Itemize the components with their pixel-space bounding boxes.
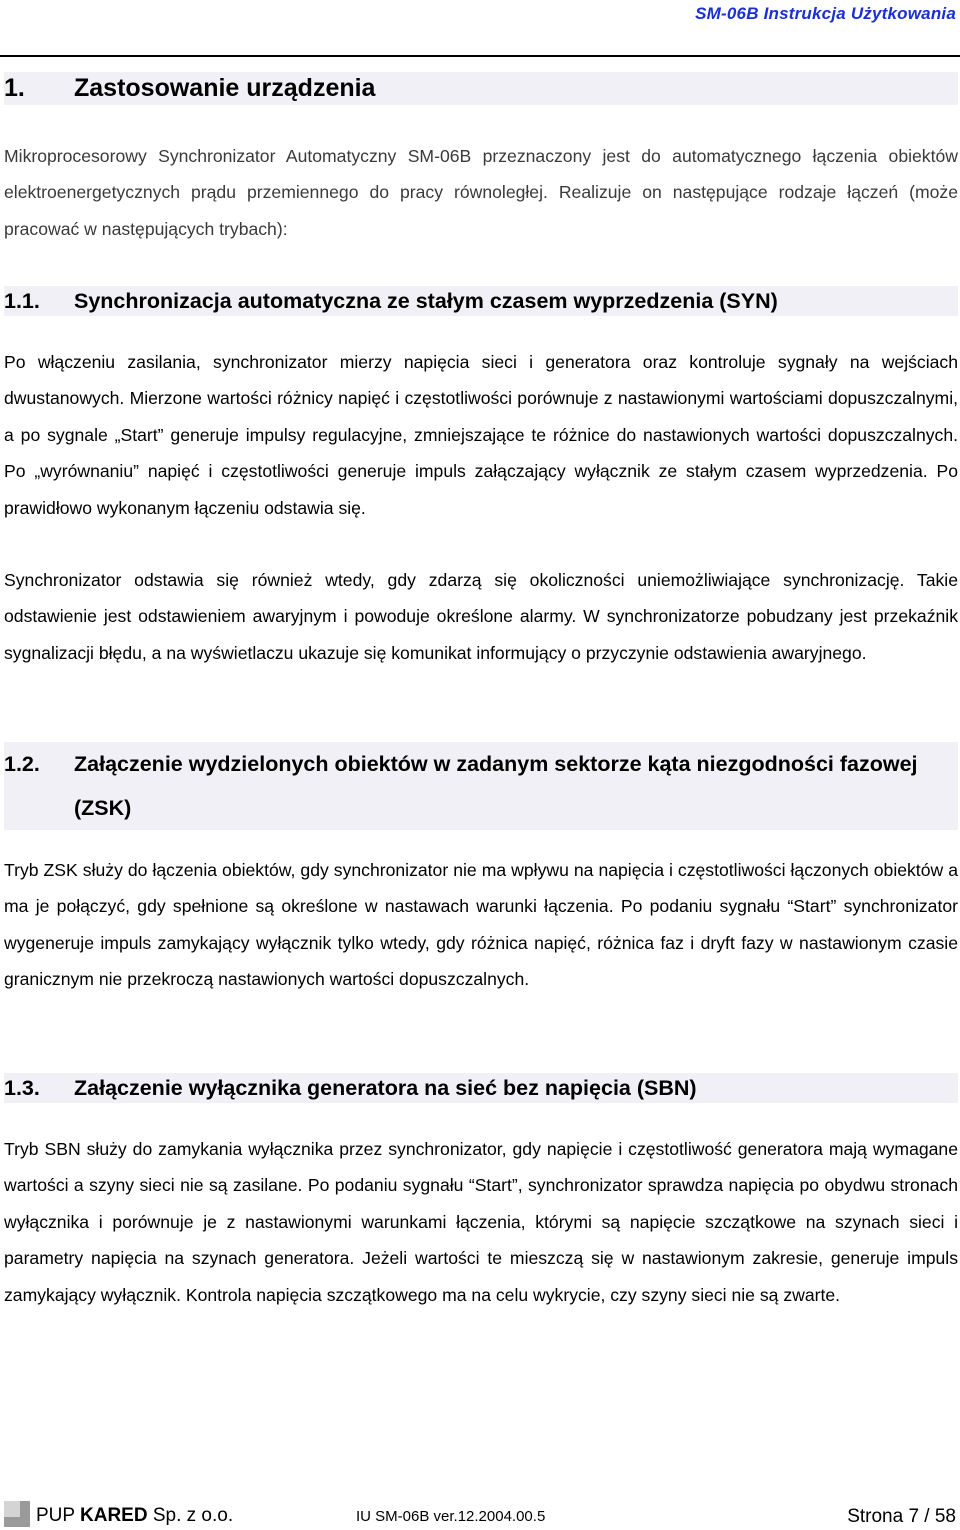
section-1-1-paragraph-2: Synchronizator odstawia się również wtedy, gdy zdarzą się okoliczności uniemożliwiające synchronizację. Takie odstawienie jest odstawieniem awaryjnym i powoduje określone alarmy. W synchronizatorze pobudzany jest przekaźnik sygnalizacji błędu, a na wyświetlaczu ukazuje się komunikat informujący o przyczynie odstawienia awaryjnego. (4, 570, 958, 663)
section-1-2-number: 1.2. (4, 752, 40, 776)
section-1-3-number: 1.3. (4, 1076, 40, 1100)
section-1-1-number: 1.1. (4, 289, 40, 313)
section-1-heading (4, 72, 958, 105)
section-1-intro: Mikroprocesorowy Synchronizator Automatyczny SM-06B przeznaczony jest do automatycznego łączenia obiektów elektroenergetycznych prądu przemiennego do pracy równoległej. Realizuje on następujące rodzaje łączeń (może pracować w następujących trybach): (4, 146, 958, 239)
footer-logo-square-inner (4, 1501, 20, 1517)
section-1-2-title: Załączenie wydzielonych obiektów w zadanym sektorze kąta niezgodności fazowej (ZSK) (74, 752, 918, 820)
header-rule (0, 55, 960, 57)
running-header-title: SM-06B Instrukcja Użytkowania (695, 4, 956, 23)
footer-company-prefix: PUP (36, 1505, 81, 1526)
section-1-3-paragraph: Tryb SBN służy do zamykania wyłącznika przez synchronizator, gdy napięcie i częstotliwość generatora mają wymagane wartości a szyny sieci nie są zasilane. Po podaniu sygnału “Start”, synchronizator sprawdza napięcia po obydwu stronach wyłącznika i porównuje je z nastawionymi warunkami łączenia, którymi są napięcie szczątkowe na szynach sieci i parametry napięcia na szynach generatora. Jeżeli wartości te mieszczą się w nastawionym zakresie, generuje impuls zamykający wyłącznik. Kontrola napięcia szczątkowego ma na celu wykrycie, czy szyny sieci nie są zwarte. (4, 1139, 958, 1305)
footer-document-id: IU SM-06B ver.12.2004.00.5 (356, 1508, 546, 1525)
footer-company-name (36, 1503, 233, 1529)
footer-company-bold: KARED (80, 1505, 148, 1526)
section-1-1-title: Synchronizacja automatyczna ze stałym czasem wyprzedzenia (SYN) (74, 289, 778, 313)
section-1-1-paragraph-1: Po włączeniu zasilania, synchronizator mierzy napięcia sieci i generatora oraz kontroluje sygnały na wejściach dwustanowych. Mierzone wartości różnicy napięć i częstotliwości porównuje z nastawionymi wartościami dopuszczalnymi, a po sygnale „Start” generuje impulsy regulacyjne, zmniejszające te różnice do nastawionych wartości dopuszczalnych. Po „wyrównaniu” napięć i częstotliwości generuje impuls załączający wyłącznik ze stałym czasem wyprzedzenia. Po prawidłowo wykonanym łączeniu odstawia się. (4, 352, 958, 518)
footer-page-number: Strona 7 / 58 (847, 1506, 956, 1527)
footer-company-suffix: Sp. z o.o. (147, 1505, 234, 1526)
section-1-number: 1. (4, 74, 25, 102)
section-1-2-heading (4, 742, 958, 830)
section-1-2-paragraph: Tryb ZSK służy do łączenia obiektów, gdy synchronizator nie ma wpływu na napięcia i częstotliwości łączonych obiektów a ma je połączyć, gdy spełnione są określone w nastawach warunki łączenia. Po podaniu sygnału “Start” synchronizator wygeneruje impuls zamykający wyłącznik tylko wtedy, gdy różnica napięć, różnica faz i dryft fazy w nastawionym czasie granicznym nie przekroczą nastawionych wartości dopuszczalnych. (4, 860, 958, 990)
section-1-3-title: Załączenie wyłącznika generatora na sieć bez napięcia (SBN) (74, 1076, 697, 1100)
section-1-3-heading (4, 1073, 958, 1103)
section-1-1-heading (4, 286, 958, 316)
section-1-title: Zastosowanie urządzenia (74, 74, 376, 102)
